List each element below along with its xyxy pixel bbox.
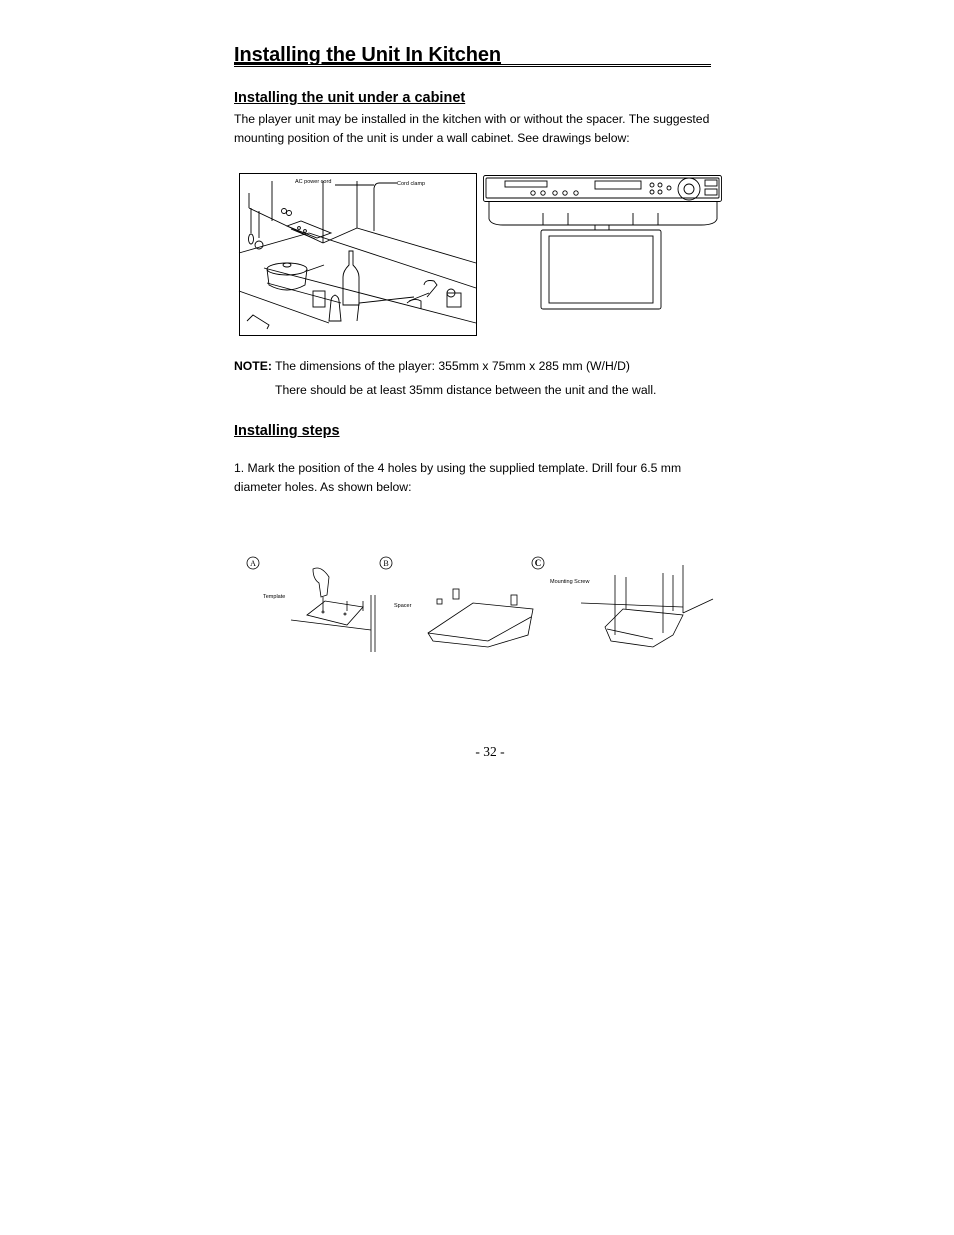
step-b-letter: B <box>383 559 389 568</box>
label-ac-power-cord: AC power cord <box>295 179 332 185</box>
label-spacer: Spacer <box>394 603 412 609</box>
note-dimensions: The dimensions of the player: 355mm x 75mm x 285 mm (W/H/D) <box>271 359 630 373</box>
label-cord-clamp: Cord clamp <box>397 181 426 187</box>
note-label: NOTE: <box>234 359 272 373</box>
note-line-2: There should be at least 35mm distance between the unit and the wall. <box>275 383 657 397</box>
page-title: Installing the Unit In Kitchen <box>234 44 502 66</box>
note-line-1 <box>234 359 630 373</box>
section-body-cabinet: The player unit may be installed in the kitchen with or without the spacer. The suggested mounting position of the unit is under a wall cabinet. See drawings below: <box>234 112 710 145</box>
step-c-letter: C <box>534 558 542 568</box>
label-mounting-screw: Mounting Screw <box>550 579 590 585</box>
step-a-letter: A <box>250 559 256 568</box>
section-heading-cabinet: Installing the unit under a cabinet <box>234 90 466 106</box>
player-front-illustration <box>483 175 723 313</box>
step-1-text: 1. Mark the position of the 4 holes by using the supplied template. Drill four 6.5 mm diameter holes. As shown below: <box>234 461 682 494</box>
installation-steps-illustration <box>243 555 713 655</box>
page-number: - 32 - <box>475 744 505 759</box>
kitchen-cabinet-illustration <box>239 173 477 336</box>
label-template: Template <box>263 594 286 600</box>
section-heading-steps: Installing steps <box>234 423 340 439</box>
title-rule <box>234 64 711 67</box>
